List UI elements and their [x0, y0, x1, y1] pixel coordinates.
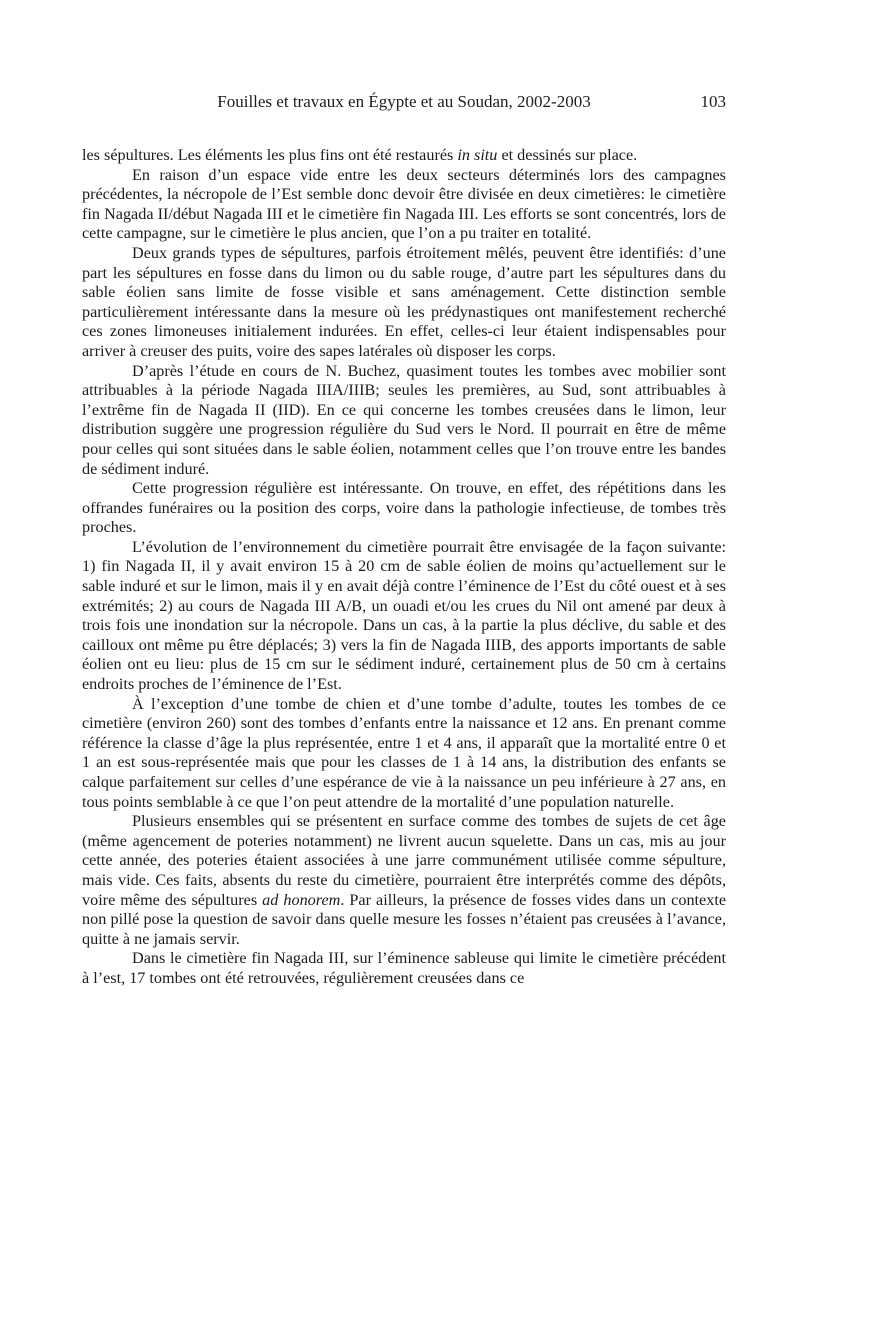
paragraph: [82, 812, 726, 949]
text-run: L’évolution de l’environnement du cimetière pourrait être envisagée de la façon suivante: 1) fin Nagada II, il y avait environ 15 à 20 cm de sable éolien de moins qu’actuellement sur le sable induré et sur le limon, mais il y en avait déjà contre l’éminence de l’Est du côté ouest et à ses extrémités; 2) au cours de Nagada III A/B, un ouadi et/ou les crues du Nil ont amené par deux à trois fois une inondation sur la nécropole. Dans un cas, à la partie la plus déclive, du sable et des cailloux ont même pu être déplacés; 3) vers la fin de Nagada IIIB, des apports importants de sable éolien ont eu lieu: plus de 15 cm sur le sédiment induré, certainement plus de 50 cm à certains endroits proches de l’éminence de l’Est.: [82, 537, 726, 694]
running-header: [82, 92, 726, 118]
text-run: À l’exception d’une tombe de chien et d’une tombe d’adulte, toutes les tombes de ce cimetière (environ 260) sont des tombes d’enfants entre la naissance et 12 ans. En prenant comme référence la classe d’âge la plus représentée, entre 1 et 4 ans, il apparaît que la mortalité entre 0 et 1 an est sous-représentée mais que pour les classes de 1 à 14 ans, la distribution des enfants se calque parfaitement sur celles d’une espérance de vie à la naissance un peu inférieure à 27 ans, en tous points semblable à ce que l’on peut attendre de la mortalité d’une population naturelle.: [82, 694, 726, 811]
text-run: les sépultures. Les éléments les plus fins ont été restaurés: [82, 146, 458, 164]
text-run: Cette progression régulière est intéressante. On trouve, en effet, des répétitions dans les offrandes funéraires ou la position des corps, voire dans la pathologie infectieuse, de tombes très proches.: [82, 479, 726, 537]
text-run: Dans le cimetière fin Nagada III, sur l’éminence sableuse qui limite le cimetière précédent à l’est, 17 tombes ont été retrouvées, régulièrement creusées dans ce: [82, 949, 726, 987]
running-title: Fouilles et travaux en Égypte et au Soudan, 2002-2003: [217, 92, 591, 111]
paragraph: [82, 479, 726, 538]
paragraph: [82, 695, 726, 813]
text-run: . Par ailleurs, la présence de fosses vides dans un contexte non pillé pose la question de savoir dans quelle mesure les fosses n’étaient pas creusées à l’avance, quitte à ne jamais servir.: [82, 890, 726, 948]
body-text: [82, 146, 726, 989]
text-run: D’après l’étude en cours de N. Buchez, quasiment toutes les tombes avec mobilier sont attribuables à la période Nagada IIIA/IIIB; seules les premières, au Sud, sont attribuables à l’extrême fin de Nagada II (IID). En ce qui concerne les tombes creusées dans le limon, leur distribution suggère une progression régulière du Sud vers le Nord. Il pourrait en être de même pour celles qui sont situées dans le sable éolien, notamment celles que l’on trouve entre les bandes de sédiment induré.: [82, 361, 726, 478]
text-run: Plusieurs ensembles qui se présentent en surface comme des tombes de sujets de cet âge (même agencement de poteries notamment) ne livrent aucun squelette. Dans un cas, mis au jour cette année, des poteries étaient associées à une jarre communément utilisée comme sépulture, mais vide. Ces faits, absents du reste du cimetière, pourraient être interprétés comme des dépôts, voire même des sépultures: [82, 812, 726, 909]
italic-run: ad honorem: [262, 890, 341, 909]
paragraph: [82, 949, 726, 988]
text-run: Deux grands types de sépultures, parfois étroitement mêlés, peuvent être identifiés: d’une part les sépultures en fosse dans du limon ou du sable rouge, d’autre part les sépultures dans du sable éolien sans limite de fosse visible et sans aménagement. Cette distinction semble particulièrement intéressante dans la mesure où les prédynastiques ont manifestement recherché ces zones limoneuses initialement indurées. En effet, celles-ci leur étaient indispensables pour arriver à creuser des puits, voire des sapes latérales où disposer les corps.: [82, 243, 726, 360]
paragraph: [82, 166, 726, 244]
paragraph: [82, 538, 726, 695]
paragraph: [82, 146, 726, 166]
page-number: 103: [700, 92, 726, 111]
paragraph: [82, 362, 726, 480]
text-run: et dessinés sur place.: [497, 146, 638, 164]
text-run: En raison d’un espace vide entre les deux secteurs déterminés lors des campagnes précédentes, la nécropole de l’Est semble donc devoir être divisée en deux cimetières: le cimetière fin Nagada II/début Nagada III et le cimetière fin Nagada III. Les efforts se sont concentrés, lors de cette campagne, sur le cimetière le plus ancien, que l’on a pu traiter en totalité.: [82, 165, 726, 243]
italic-run: in situ: [457, 146, 498, 164]
paragraph: [82, 244, 726, 362]
